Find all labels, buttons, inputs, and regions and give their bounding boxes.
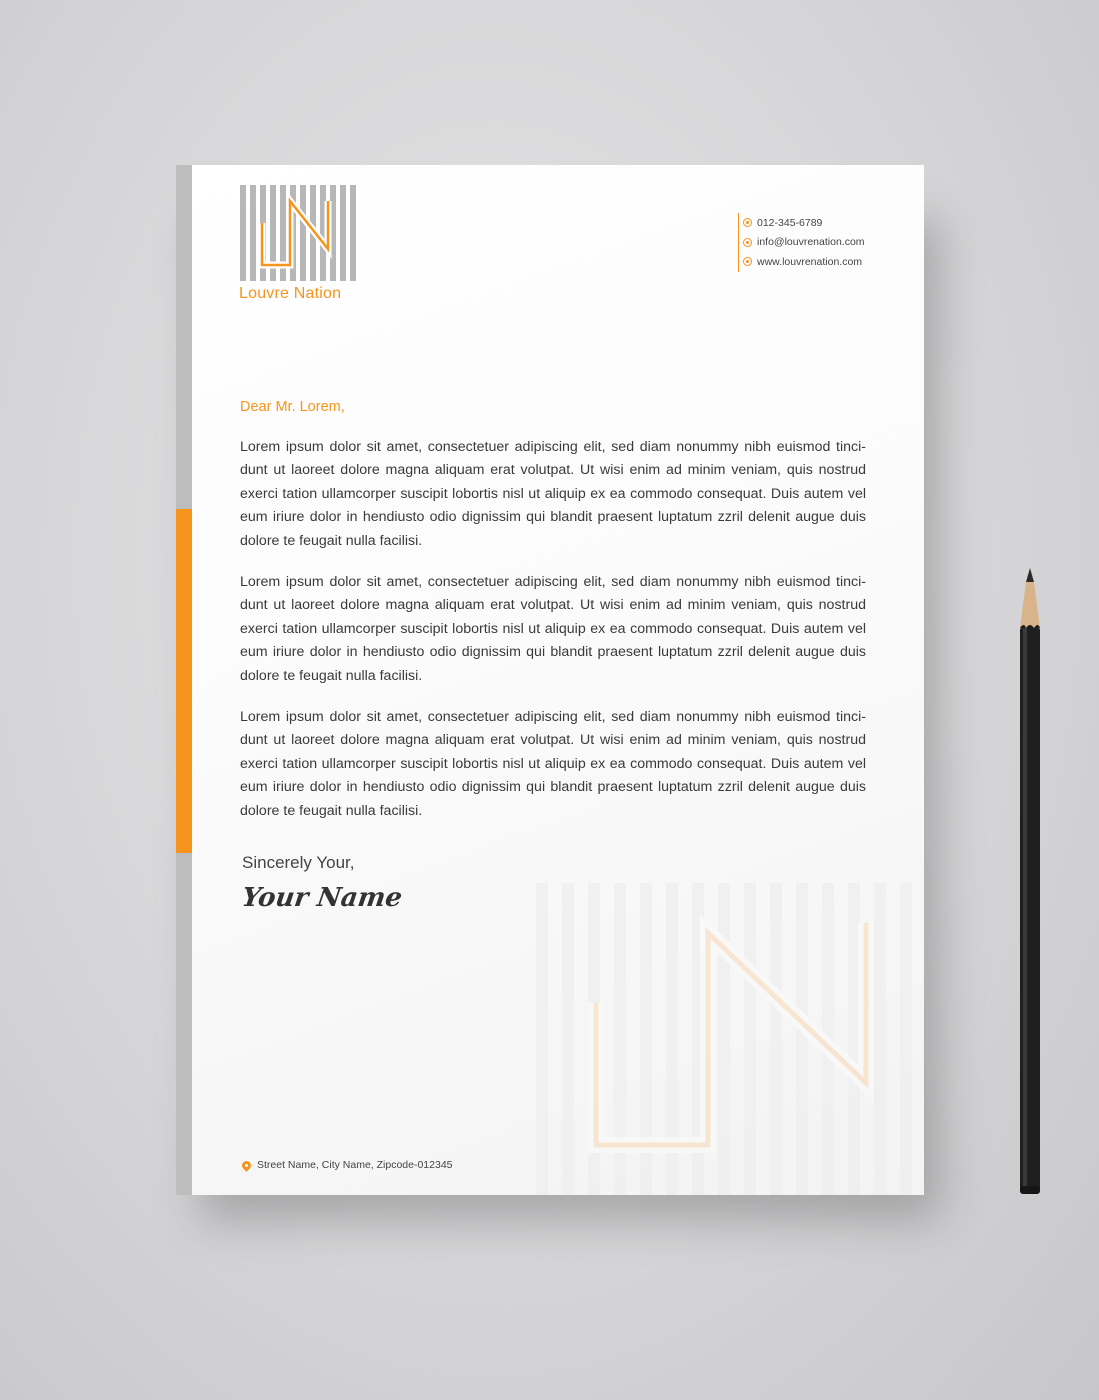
contact-phone [743,213,865,233]
watermark-logo [536,883,924,1195]
website-text: www.louvrenation.com [757,255,863,268]
location-pin-icon [240,1159,253,1172]
phone-icon [743,218,752,227]
salutation: Dear Mr. Lorem, [240,399,345,415]
phone-text: 012-345-6789 [757,216,823,229]
closing-line: Sincerely Your, [242,853,355,872]
email-icon [743,238,752,247]
body-paragraph: Lorem ipsum dolor sit amet, consectetuer adipiscing elit, sed diam nonummy nibh euismod tinci-dunt ut laoreet dolore magna aliquam erat volutpat. Ut wisi enim ad minim veniam, quis nostrud exerci tation ullamcorper suscipit lobortis nisl ut aliquip ex ea commodo consequat. Duis autem vel eum iriure dolor in hendiusto odio dignissim qui blandit praesent luptatum zzril delenit augue duis dolore te feugait nulla facilisi. [240,439,866,549]
contact-block [738,213,865,272]
footer-address [242,1159,453,1171]
body-paragraph: Lorem ipsum dolor sit amet, consectetuer adipiscing elit, sed diam nonummy nibh euismod tinci-dunt ut laoreet dolore magna aliquam erat volutpat. Ut wisi enim ad minim veniam, quis nostrud exerci tation ullamcorper suscipit lobortis nisl ut aliquip ex ea commodo consequat. Duis autem vel eum iriure dolor in hendiusto odio dignissim qui blandit praesent luptatum zzril delenit augue duis dolore te feugait nulla facilisi. [240,574,866,684]
side-accent-orange [176,509,192,853]
pencil [1012,568,1048,1198]
signature: Your Name [239,883,405,913]
globe-icon [743,257,752,266]
contact-website [743,252,865,272]
brand-name: Louvre Nation [239,285,342,302]
louvre-nation-logo [240,185,360,281]
email-text: info@louvrenation.com [757,236,865,249]
contact-email [743,233,865,253]
body-paragraph: Lorem ipsum dolor sit amet, consectetuer adipiscing elit, sed diam nonummy nibh euismod tinci-dunt ut laoreet dolore magna aliquam erat volutpat. Ut wisi enim ad minim veniam, quis nostrud exerci tation ullamcorper suscipit lobortis nisl ut aliquip ex ea commodo consequat. Duis autem vel eum iriure dolor in hendiusto odio dignissim qui blandit praesent luptatum zzril delenit augue duis dolore te feugait nulla facilisi. [240,709,866,819]
letterhead-paper [176,165,924,1195]
address-text: Street Name, City Name, Zipcode-012345 [257,1159,453,1171]
